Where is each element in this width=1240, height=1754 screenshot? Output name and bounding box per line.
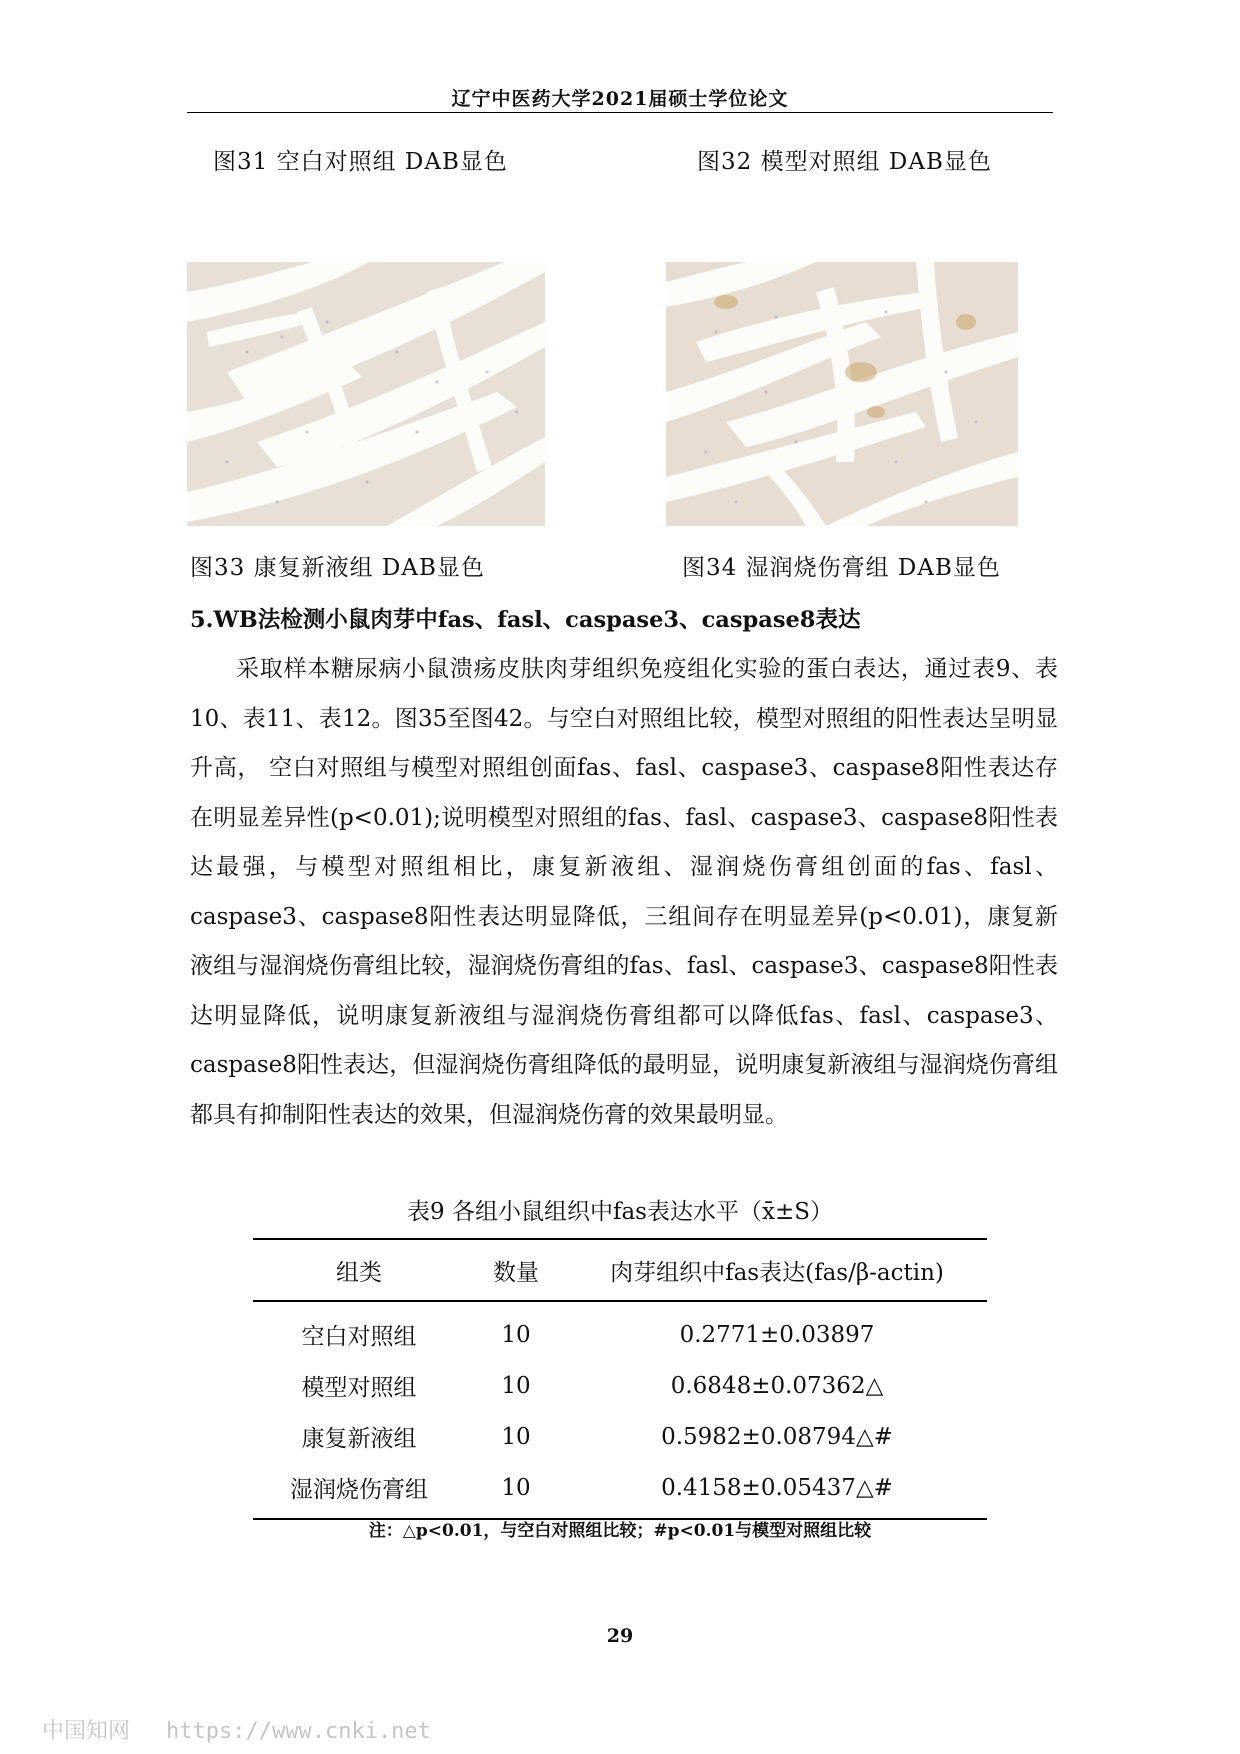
cell-group: 模型对照组 — [301, 1375, 417, 1401]
cell-count: 10 — [465, 1462, 567, 1519]
table-row — [253, 1411, 987, 1462]
table-row — [253, 1462, 987, 1519]
table-note: 注：△p<0.01，与空白对照组比较；#p<0.01与模型对照组比较 — [368, 1521, 872, 1541]
cell-group: 湿润烧伤膏组 — [253, 1462, 465, 1519]
header-rule — [187, 112, 1053, 113]
fas-expression-table — [253, 1238, 987, 1520]
cell-expression: 0.4158±0.05437△# — [567, 1462, 987, 1519]
cell-count: 10 — [501, 1372, 531, 1399]
table-row — [253, 1360, 987, 1411]
figure-34-caption: 图34 湿润烧伤膏组 DAB显色 — [682, 555, 1001, 581]
header-count: 数量 — [465, 1239, 567, 1301]
table-caption: 表9 各组小鼠组织中fas表达水平（x̄±S） — [407, 1199, 833, 1225]
cnki-watermark — [42, 1714, 431, 1745]
header-expression: 肉芽组织中fas表达(fas/β-actin) — [567, 1239, 987, 1301]
figure-32-caption: 图32 模型对照组 DAB显色 — [697, 149, 992, 175]
page-number: 29 — [606, 1625, 634, 1647]
cell-group: 康复新液组 — [301, 1426, 417, 1452]
table-row — [253, 1301, 987, 1360]
cell-count: 10 — [501, 1321, 531, 1348]
watermark-url[interactable]: https://www.cnki.net — [166, 1719, 431, 1744]
watermark-brand: 中国知网 — [42, 1719, 131, 1744]
cell-count: 10 — [501, 1423, 531, 1450]
cell-group: 空白对照组 — [301, 1324, 417, 1350]
cell-expression: 0.2771±0.03897 — [679, 1321, 875, 1348]
table-header-row — [253, 1239, 987, 1301]
figure-33-micrograph — [187, 262, 545, 526]
body-text — [190, 645, 1058, 1140]
section-heading: 5.WB法检测小鼠肉芽中fas、fasl、caspase3、caspase8表达 — [190, 607, 861, 633]
cell-expression: 0.6848±0.07362△ — [670, 1372, 884, 1399]
cell-expression: 0.5982±0.08794△# — [661, 1423, 893, 1450]
header-group: 组类 — [253, 1239, 465, 1301]
body-paragraph: 采取样本糖尿病小鼠溃疡皮肤肉芽组织免疫组化实验的蛋白表达，通过表9、表10、表11、表12。图35至图42。与空白对照组比较，模型对照组的阳性表达呈明显升高， 空白对照组与模型对照组创面fas、fasl、caspase3、caspase8阳性表达存在明显差异性(p<0.01);说明模型对照组的fas、fasl、caspase3、caspase8阳性表达最强，与模型对照组相比，康复新液组、湿润烧伤膏组创面的fas、fasl、caspase3、caspase8阳性表达明显降低，三组间存在明显差异(p<0.01)，康复新液组与湿润烧伤膏组比较，湿润烧伤膏组的fas、fasl、caspase3、caspase8阳性表达明显降低，说明康复新液组与湿润烧伤膏组都可以降低fas、fasl、caspase3、caspase8阳性表达，但湿润烧伤膏组降低的最明显，说明康复新液组与湿润烧伤膏组都具有抑制阳性表达的效果，但湿润烧伤膏的效果最明显。 — [190, 656, 1058, 1128]
figure-31-caption: 图31 空白对照组 DAB显色 — [213, 149, 508, 175]
running-header: 辽宁中医药大学2021届硕士学位论文 — [451, 88, 789, 110]
figure-33-caption: 图33 康复新液组 DAB显色 — [190, 555, 485, 581]
figure-34-micrograph — [666, 262, 1018, 526]
